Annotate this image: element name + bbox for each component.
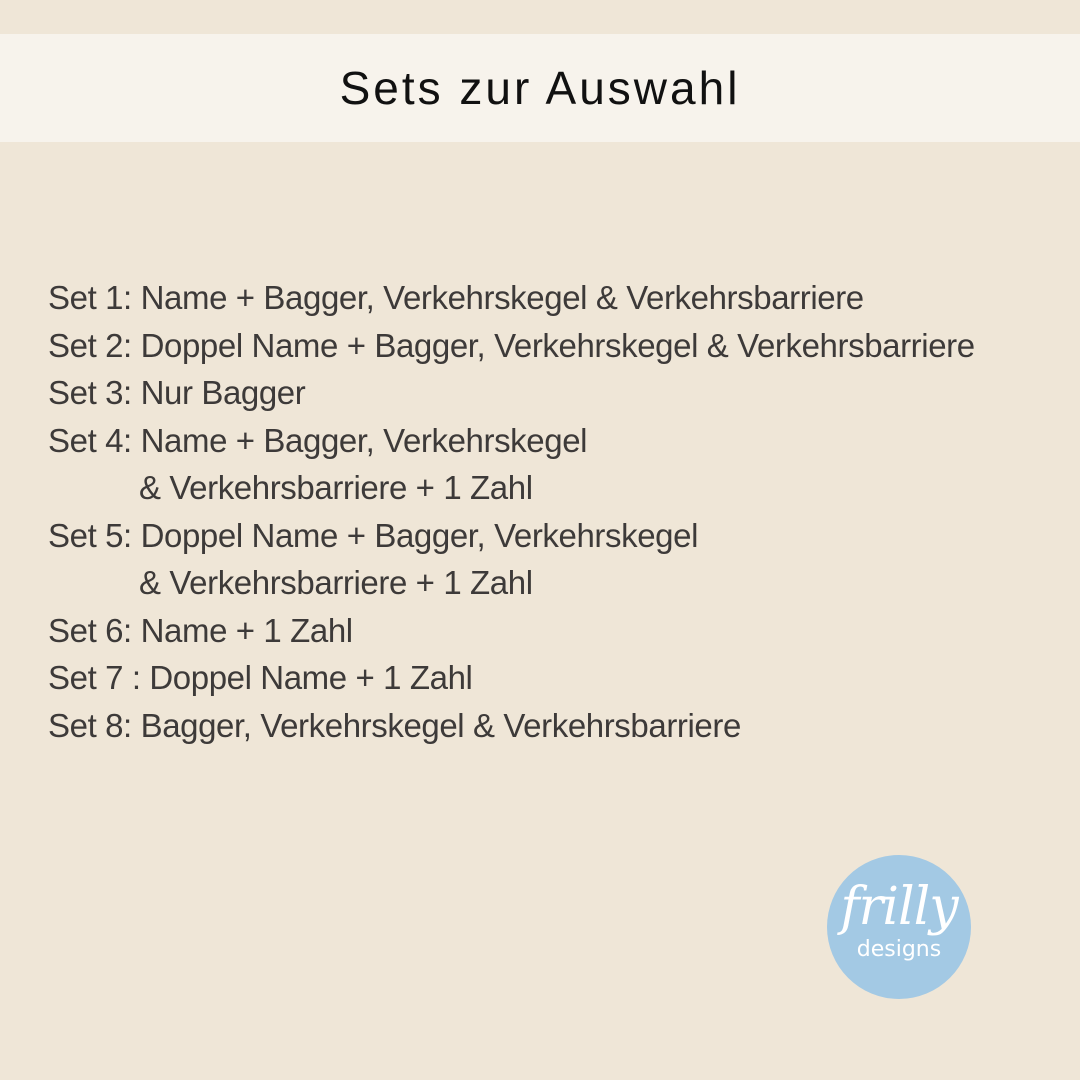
header-band (0, 34, 1080, 142)
set-line: Set 7 : Doppel Name + 1 Zahl (48, 659, 473, 696)
set-line: Set 1: Name + Bagger, Verkehrskegel & Verkehrsbarriere (48, 279, 864, 316)
set-item-6 (48, 607, 1058, 655)
set-line: Set 6: Name + 1 Zahl (48, 611, 353, 649)
set-item-3 (48, 369, 1058, 417)
set-line-continuation: & Verkehrsbarriere + 1 Zahl (139, 564, 533, 601)
set-line: Set 4: Name + Bagger, Verkehrskegel (48, 421, 588, 459)
set-line: Set 8: Bagger, Verkehrskegel & Verkehrsbarriere (48, 706, 741, 744)
set-line: Set 2: Doppel Name + Bagger, Verkehrskegel & Verkehrsbarriere (48, 326, 975, 364)
set-item-2 (48, 322, 1058, 370)
sets-list (48, 274, 1058, 749)
frilly-designs-logo (827, 855, 971, 999)
set-item-8 (48, 702, 1058, 750)
logo-subtext: designs (856, 937, 942, 962)
set-item-1 (48, 274, 1058, 322)
set-line: Set 5: Doppel Name + Bagger, Verkehrskegel (48, 516, 699, 554)
set-line-continuation: & Verkehrsbarriere + 1 Zahl (139, 469, 533, 506)
set-line: Set 3: Nur Bagger (48, 374, 306, 411)
set-item-7 (48, 654, 1058, 702)
page-title: Sets zur Auswahl (339, 62, 741, 114)
set-item-4 (48, 417, 1058, 512)
logo-wordmark: frilly (840, 877, 958, 937)
set-item-5 (48, 512, 1058, 607)
